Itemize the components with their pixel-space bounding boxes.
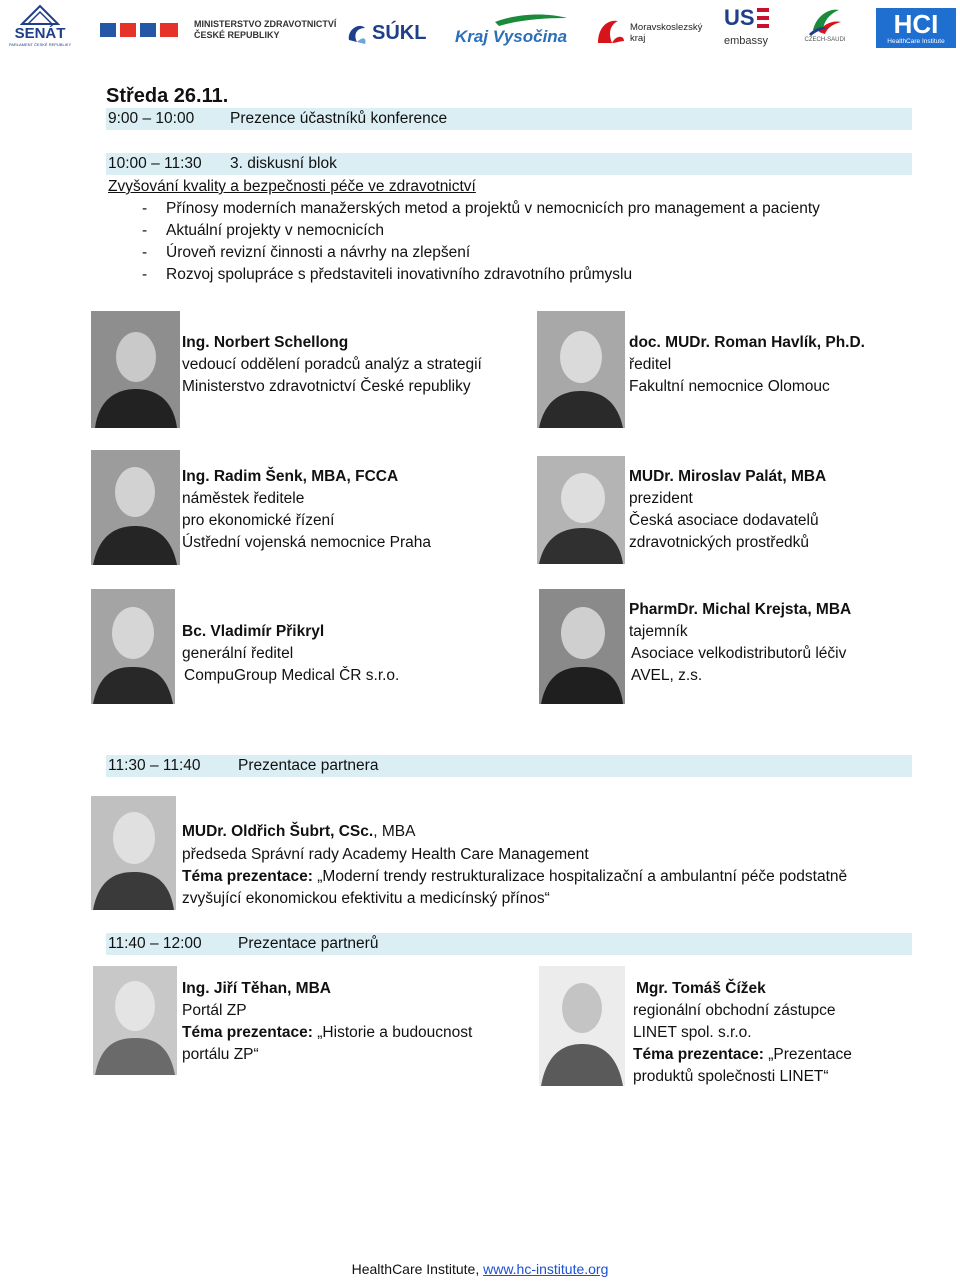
hci-sub: HealthCare Institute <box>887 37 945 45</box>
sponsor-logos <box>0 0 960 58</box>
session-partner <box>106 755 912 777</box>
speaker-name: Ing. Norbert Schellong <box>182 334 349 351</box>
msk-line1: Moravskoslezský <box>630 22 703 33</box>
logo-senat <box>6 2 74 52</box>
topic-label: Téma prezentace: <box>182 1024 313 1041</box>
session-label: Prezence účastníků konference <box>230 110 448 127</box>
speaker-org: Ústřední vojenská nemocnice Praha <box>182 534 431 551</box>
logo-vysocina <box>455 12 567 48</box>
speaker-role: pro ekonomické řízení <box>182 512 335 529</box>
sukl-name: SÚKL <box>372 21 427 44</box>
session-time: 9:00 – 10:00 <box>108 110 195 127</box>
topic-item: Přínosy moderních manažerských metod a projektů v nemocnicích pro management a pacienty <box>166 200 820 217</box>
speaker-photo <box>93 966 177 1075</box>
senat-sub: PARLAMENT ČESKÉ REPUBLIKY <box>8 42 72 47</box>
speaker-org: Asociace velkodistributorů léčiv <box>631 645 847 662</box>
us-name: US <box>724 5 755 30</box>
speaker-org: Česká asociace dodavatelů <box>629 512 819 529</box>
person-silhouette-icon <box>91 450 180 565</box>
speaker-org: AVEL, z.s. <box>631 667 703 684</box>
speaker-role: generální ředitel <box>182 645 294 662</box>
msk-line2: kraj <box>630 33 646 44</box>
vysocina-name: Kraj Vysočina <box>455 27 568 46</box>
speaker-photo <box>91 589 175 704</box>
partner-topic-cont: zvyšující ekonomickou efektivitu a medicínský přínos“ <box>182 890 550 907</box>
mzcr-line2: ČESKÉ REPUBLIKY <box>194 30 280 40</box>
czech-saudi-name: CZECH-SAUDI <box>804 37 846 43</box>
person-silhouette-icon <box>537 456 625 564</box>
bullet-dash: - <box>142 266 148 283</box>
person-silhouette-icon <box>537 311 625 428</box>
topic-label: Téma prezentace: <box>633 1046 764 1063</box>
speaker-name: MUDr. Miroslav Palát, MBA <box>629 468 827 485</box>
partner-org: Portál ZP <box>182 1002 247 1019</box>
session-block3 <box>106 153 912 175</box>
speaker-photo <box>537 311 625 428</box>
person-silhouette-icon <box>91 589 175 704</box>
partner-speaker-name <box>182 821 415 843</box>
speaker-role: tajemník <box>629 623 688 640</box>
topic-item: Aktuální projekty v nemocnicích <box>166 222 384 239</box>
speaker-photo <box>91 450 180 565</box>
partner-name: Ing. Jiří Těhan, MBA <box>182 980 331 997</box>
partner-topic <box>182 866 847 888</box>
speaker-photo <box>91 796 176 910</box>
senat-name: SENÁT <box>14 25 66 42</box>
partner-topic-cont: portálu ZP“ <box>182 1046 259 1063</box>
speaker-org: zdravotnických prostředků <box>629 534 810 551</box>
session-partners <box>106 933 912 955</box>
partner-name: MUDr. Oldřich Šubrt, CSc. <box>182 823 374 840</box>
mzcr-mark-icon <box>100 17 184 43</box>
day-title: Středa 26.11. <box>106 85 229 107</box>
partner-org: LINET spol. s.r.o. <box>633 1024 752 1041</box>
sukl-mark-icon <box>345 20 369 46</box>
partner-topic <box>182 1022 472 1044</box>
footer-link[interactable]: www.hc-institute.org <box>483 1261 609 1277</box>
speaker-role: ředitel <box>629 356 672 373</box>
session-registration <box>106 108 912 130</box>
logo-mzcr <box>100 16 336 44</box>
speaker-role: prezident <box>629 490 693 507</box>
logo-msk <box>596 16 702 50</box>
session-label: Prezentace partnera <box>238 757 379 774</box>
speaker-photo <box>539 966 625 1086</box>
speaker-name: Bc. Vladimír Přikryl <box>182 623 325 640</box>
partner-topic-cont: produktů společnosti LINET“ <box>633 1068 829 1085</box>
bullet-dash: - <box>142 244 148 261</box>
speaker-org: Fakultní nemocnice Olomouc <box>629 378 830 395</box>
speaker-role: náměstek ředitele <box>182 490 305 507</box>
mzcr-line1: MINISTERSTVO ZDRAVOTNICTVÍ <box>194 19 337 29</box>
topic-item: Rozvoj spolupráce s představiteli inovativního zdravotního průmyslu <box>166 266 633 283</box>
partner-role: regionální obchodní zástupce <box>633 1002 836 1019</box>
hci-name: HCI <box>893 8 939 39</box>
logo-sukl <box>345 18 426 48</box>
bullet-dash: - <box>142 222 148 239</box>
person-silhouette-icon <box>93 966 177 1075</box>
us-flag-icon <box>757 8 769 28</box>
partner-role: předseda Správní rady Academy Health Care Management <box>182 846 589 863</box>
us-sub: embassy <box>724 35 769 47</box>
speaker-photo <box>91 311 180 428</box>
page-footer <box>0 1259 960 1279</box>
topic-label: Téma prezentace: <box>182 868 313 885</box>
partner-name-suffix: , MBA <box>373 823 416 840</box>
senat-emblem-icon <box>20 2 60 26</box>
footer-text: HealthCare Institute, <box>351 1261 484 1277</box>
speaker-name: Ing. Radim Šenk, MBA, FCCA <box>182 468 399 485</box>
speaker-photo <box>539 589 625 704</box>
topic-text: „Moderní trendy restrukturalizace hospitalizační a ambulantní péče podstatně <box>317 868 848 885</box>
msk-mark-icon <box>596 17 626 49</box>
speaker-photo <box>537 456 625 564</box>
partner-topic <box>633 1044 852 1066</box>
speaker-name: PharmDr. Michal Krejsta, MBA <box>629 601 852 618</box>
session-time: 10:00 – 11:30 <box>108 155 202 172</box>
session-time: 11:30 – 11:40 <box>108 757 201 774</box>
person-silhouette-icon <box>539 589 625 704</box>
speaker-role: vedoucí oddělení poradců analýz a strategií <box>182 356 482 373</box>
person-silhouette-icon <box>91 311 180 428</box>
session-time: 11:40 – 12:00 <box>108 935 202 952</box>
topic-item: Úroveň revizní činnosti a návrhy na zlepšení <box>166 244 471 261</box>
logo-czech-saudi <box>802 4 848 52</box>
block-subtitle: Zvyšování kvality a bezpečnosti péče ve zdravotnictví <box>108 178 476 195</box>
session-label: Prezentace partnerů <box>238 935 379 952</box>
person-silhouette-icon <box>539 966 625 1086</box>
speaker-org: CompuGroup Medical ČR s.r.o. <box>184 667 400 684</box>
session-label: 3. diskusní blok <box>230 155 337 172</box>
speaker-name: doc. MUDr. Roman Havlík, Ph.D. <box>629 334 865 351</box>
bullet-dash: - <box>142 200 148 217</box>
logo-us-embassy <box>724 6 770 54</box>
partner-name: Mgr. Tomáš Čížek <box>636 980 766 997</box>
person-silhouette-icon <box>91 796 176 910</box>
logo-hci <box>876 8 956 48</box>
vysocina-swoosh-icon <box>455 12 571 48</box>
topic-text: „Historie a budoucnost <box>317 1024 473 1041</box>
topic-text: „Prezentace <box>768 1046 852 1063</box>
czech-saudi-swoosh-icon <box>807 4 843 36</box>
speaker-org: Ministerstvo zdravotnictví České republiky <box>182 378 471 395</box>
